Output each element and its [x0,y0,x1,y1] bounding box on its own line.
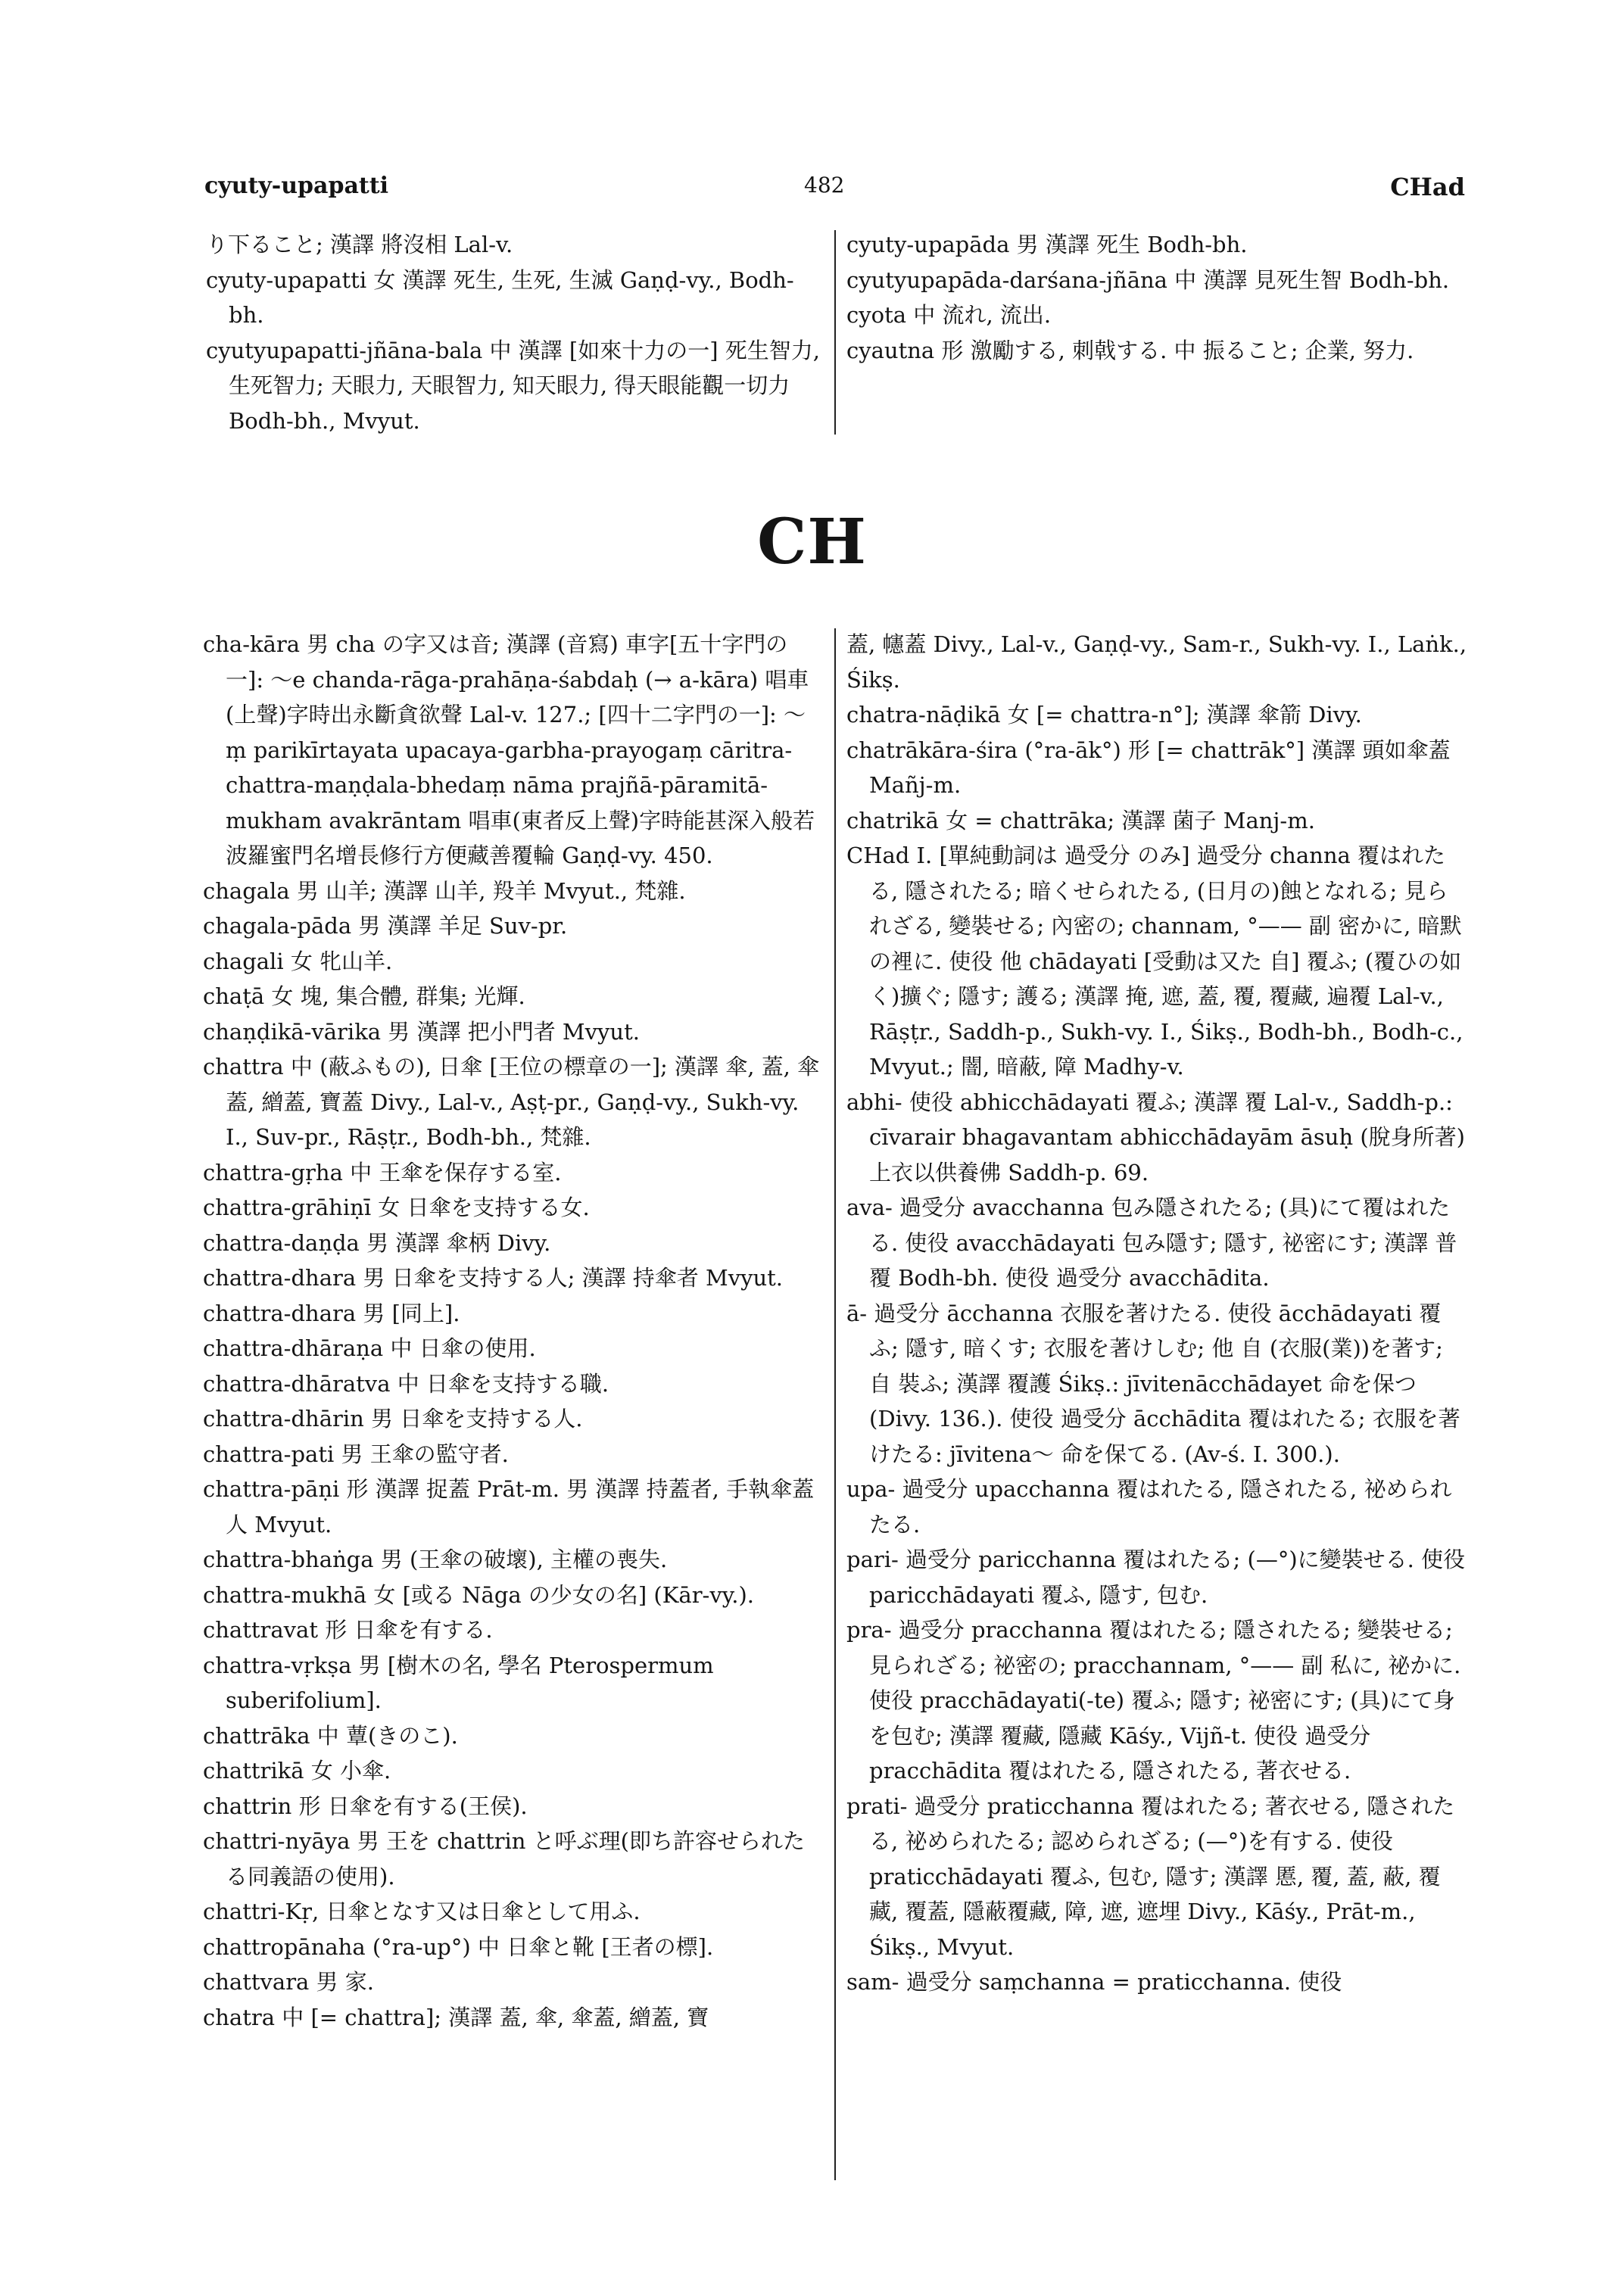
dictionary-entry: upa- 過受分 upacchanna 覆はれたる, 隱されたる, 祕められたる. [846,1476,1452,1537]
dictionary-entry: cha-kāra 男 cha の字又は音; 漢譯 (音寫) 車字[五十字門の一]: ～e chanda-rāga-prahāṇa-śabdaḥ (→ a-kāra) 唱車(上聲)字時出永斷貪欲聲 Lal-v. 127.; [四十二字門の一]: ～ṃ parikīrtayata upacaya-garbha-prayogaṃ cāritra-chattra-maṇḍala-bhedaṃ nāma prajñā-pāramitā-mukham avakrāntam 唱車(東者反上聲)字時能甚深入般若波羅蜜門名增長修行方便藏善覆輪 Gaṇḍ-vy. 450. [203,631,815,868]
dictionary-entry: chattrikā 女 小傘. [203,1758,391,1784]
page-number: 482 [804,173,845,198]
running-head-right: CHad [1390,173,1465,201]
dictionary-entry: chattra-gṛha 中 王傘を保存する室. [203,1159,562,1185]
dictionary-entry: sam- 過受分 saṃchanna = praticchanna. 使役 [846,1969,1342,1995]
dictionary-entry: chatra-nāḍikā 女 [= chattra-n°]; 漢譯 傘箭 Divy. [846,702,1362,727]
dictionary-entry: chattra-dhārin 男 日傘を支持する人. [203,1406,583,1432]
dictionary-entry: cyutyupapatti-jñāna-bala 中 漢譯 [如來十力の一] 死生智力, 生死智力; 天眼力, 天眼智力, 知天眼力, 得天眼能觀一切力 Bodh-bh., Mvyut. [206,337,820,434]
dictionary-entry: chattra-pati 男 王傘の監守者. [203,1441,509,1467]
top-left-column [206,227,825,438]
dictionary-entry: chatrikā 女 = chattrāka; 漢譯 菌子 Manj-m. [846,807,1315,833]
dictionary-entry: chattra-mukhā 女 [或る Nāga の少女の名] (Kār-vy.). [203,1581,755,1608]
dictionary-entry: chattra-dhāratva 中 日傘を支持する職. [203,1370,609,1397]
dictionary-entry: chattra-pāṇi 形 漢譯 捉蓋 Prāt-m. 男 漢譯 持蓋者, 手執傘蓋人 Mvyut. [203,1476,815,1537]
dictionary-entry: chagala-pāda 男 漢譯 羊足 Suv-pr. [203,913,568,939]
dictionary-entry: chattra-dhara 男 日傘を支持する人; 漢譯 持傘者 Mvyut. [203,1265,784,1291]
dictionary-entry: chagala 男 山羊; 漢譯 山羊, 羖羊 Mvyut., 梵雜. [203,877,686,904]
dictionary-entry: cyota 中 流れ, 流出. [846,302,1052,328]
bottom-right-column [846,627,1469,2000]
dictionary-entry: chaṭā 女 塊, 集合體, 群集; 光輝. [203,983,525,1009]
dictionary-entry: chattra-daṇḍa 男 漢譯 傘柄 Divy. [203,1229,551,1256]
dictionary-entry: chattrin 形 日傘を有する(王侯). [203,1793,528,1819]
dictionary-entry: chattra 中 (蔽ふもの), 日傘 [王位の標章の一]; 漢譯 傘, 蓋, 傘蓋, 繒蓋, 寶蓋 Divy., Lal-v., Aṣṭ-pr., Gaṇḍ-vy., Sukh-vy. I., Suv-pr., Rāṣṭr., Bodh-bh., 梵雜. [203,1054,820,1150]
top-right-column [846,227,1467,368]
dictionary-entry: chatrākāra-śira (°ra-āk°) 形 [= chattrāk°] 漢譯 頭如傘蓋 Mañj-m. [846,737,1451,798]
column-divider [834,230,836,435]
dictionary-entry: ava- 過受分 avacchanna 包み隱されたる; (具)にて覆はれたる. 使役 avacchādayati 包み隱す; 隱す, 祕密にす; 漢譯 普覆 Bodh-bh. 使役 過受分 avacchādita. [846,1195,1457,1291]
section-heading: CH [757,506,867,578]
dictionary-entry: chattrāka 中 蕈(きのこ). [203,1722,458,1749]
column-divider [834,628,836,2180]
running-head-left: cyuty-upapatti [204,173,389,199]
dictionary-entry: chattra-dhara 男 [同上]. [203,1300,460,1326]
dictionary-entry: abhi- 使役 abhicchādayati 覆ふ; 漢譯 覆 Lal-v., Saddh-p.: cīvarair bhagavantam abhicchādayām āsuḥ (脫身所著)上衣以供養佛 Saddh-p. 69. [846,1089,1465,1185]
dictionary-entry: chattra-grāhiṇī 女 日傘を支持する女. [203,1195,590,1220]
dictionary-entry: ā- 過受分 ācchanna 衣服を著けたる. 使役 ācchādayati 覆ふ; 隱す, 暗くす; 衣服を著けしむ; 他 自 (衣服(業))を著す; 自 裝ふ; 漢譯 覆護 Śikṣ.: jīvitenācchādayet 命を保つ (Divy. 136.). 使役 過受分 ācchādita 覆はれたる; 衣服を著けたる: jīvitena～ 命を保てる. (Av-ś. I. 300.). [846,1300,1460,1467]
dictionary-entry: chaṇḍikā-vārika 男 漢譯 把小門者 Mvyut. [203,1018,640,1045]
dictionary-entry: chatra 中 [= chattra]; 漢譯 蓋, 傘, 傘蓋, 繒蓋, 寶 [203,2004,709,2030]
dictionary-entry: cyuty-upapatti 女 漢譯 死生, 生死, 生滅 Gaṇḍ-vy., Bodh-bh. [206,266,794,328]
dictionary-entry: cyautna 形 激勵する, 刺戟する. 中 振ること; 企業, 努力. [846,337,1414,363]
dictionary-entry: CHad I. [單純動詞は 過受分 のみ] 過受分 channa 覆はれたる, 隱されたる; 暗くせられたる, (日月の)蝕となれる; 見られざる, 變裝せる; 內密の; channam, °—— 副 密かに, 暗默の裡に. 使役 他 chādayati [受動は又た 自] 覆ふ; (覆ひの如く)擴ぐ; 隱す; 護る; 漢譯 掩, 遮, 蓋, 覆, 覆藏, 遍覆 Lal-v., Rāṣṭr., Saddh-p., Sukh-vy. I., Śikṣ., Bodh-bh., Bodh-c., Mvyut.; 闇, 暗蔽, 障 Madhy-v. [846,843,1463,1080]
dictionary-entry: prati- 過受分 praticchanna 覆はれたる; 著衣せる, 隱されたる, 祕められたる; 認められざる; (—°)を有する. 使役 praticchādayati 覆ふ, 包む, 隱す; 漢譯 慝, 覆, 蓋, 蔽, 覆藏, 覆蓋, 隱蔽覆藏, 障, 遮, 遮埋 Divy., Kāśy., Prāt-m., Śikṣ., Mvyut. [846,1793,1455,1960]
dictionary-entry: 蓋, 幰蓋 Divy., Lal-v., Gaṇḍ-vy., Sam-r., Sukh-vy. I., Laṅk., Śikṣ. [846,631,1467,693]
dictionary-entry: pari- 過受分 paricchanna 覆はれたる; (—°)に變裝せる. 使役 paricchādayati 覆ふ, 隱す, 包む. [846,1547,1466,1608]
dictionary-entry: chattropānaha (°ra-up°) 中 日傘と靴 [王者の標]. [203,1933,714,1960]
dictionary-entry: chattra-bhaṅga 男 (王傘の破壞), 主權の喪失. [203,1547,668,1572]
dictionary-entry: chattravat 形 日傘を有する. [203,1617,493,1643]
dictionary-entry: chattra-vṛkṣa 男 [樹木の名, 學名 Pterospermum suberifolium]. [203,1652,714,1713]
dictionary-entry: pra- 過受分 pracchanna 覆はれたる; 隱されたる; 變裝せる; 見られざる; 祕密の; pracchannam, °—— 副 私に, 祕かに. 使役 pracchādayati(-te) 覆ふ; 隱す; 祕密にす; (具)にて身を包む; 漢譯 覆藏, 隱藏 Kāśy., Vijñ-t. 使役 過受分 pracchādita 覆はれたる, 隱されたる, 著衣せる. [846,1617,1461,1784]
bottom-left-column [203,627,825,2035]
dictionary-entry: り下ること; 漢譯 將沒相 Lal-v. [206,232,513,257]
dictionary-entry: cyuty-upapāda 男 漢譯 死生 Bodh-bh. [846,232,1248,257]
dictionary-entry: chattri-Kṛ, 日傘となす又は日傘として用ふ. [203,1899,641,1924]
dictionary-entry: chagali 女 牝山羊. [203,948,393,974]
dictionary-entry: chattvara 男 家. [203,1969,374,1995]
dictionary-entry: chattri-nyāya 男 王を chattrin と呼ぶ理(即ち許容せられたる同義語の使用). [203,1828,805,1890]
dictionary-entry: chattra-dhāraṇa 中 日傘の使用. [203,1335,536,1361]
dictionary-entry: cyutyupapāda-darśana-jñāna 中 漢譯 見死生智 Bodh-bh. [846,266,1450,293]
